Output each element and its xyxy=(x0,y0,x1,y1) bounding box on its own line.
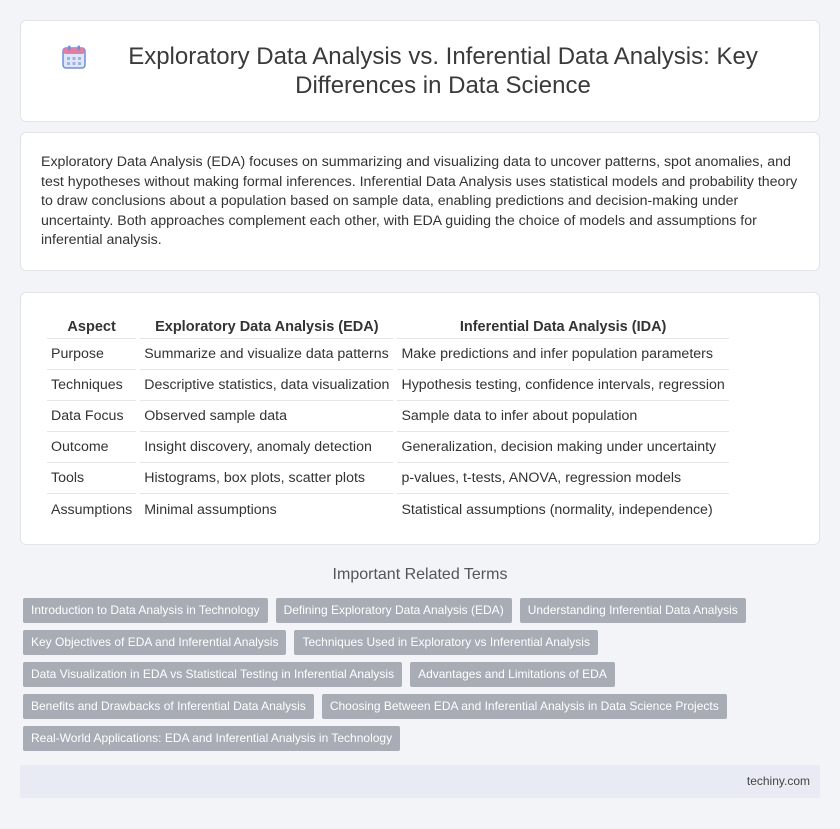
row-eda: Summarize and visualize data patterns xyxy=(140,339,393,370)
row-aspect: Techniques xyxy=(47,370,136,401)
row-eda: Minimal assumptions xyxy=(144,501,277,518)
related-term-tag[interactable]: Real-World Applications: EDA and Inferential Analysis in Technology xyxy=(23,726,400,751)
intro-card xyxy=(20,132,820,271)
row-aspect: Assumptions xyxy=(51,501,133,518)
row-aspect: Data Focus xyxy=(47,401,136,432)
related-term-tag[interactable]: Choosing Between EDA and Inferential Analysis in Data Science Projects xyxy=(322,694,727,719)
page-title: Exploratory Data Analysis vs. Inferential Data Analysis: Key Differences in Data Science xyxy=(128,43,758,99)
calendar-icon xyxy=(61,44,87,70)
related-term-tag[interactable]: Data Visualization in EDA vs Statistical Testing in Inferential Analysis xyxy=(23,662,402,687)
footer-site-link[interactable]: techiny.com xyxy=(746,774,810,788)
row-aspect: Tools xyxy=(47,463,136,494)
table-row xyxy=(47,339,729,370)
table-header-row xyxy=(47,313,729,339)
table-row xyxy=(47,370,729,401)
comparison-card xyxy=(20,292,820,545)
row-eda: Histograms, box plots, scatter plots xyxy=(140,463,393,494)
title-card xyxy=(20,20,820,122)
related-term-tag[interactable]: Defining Exploratory Data Analysis (EDA) xyxy=(276,598,512,623)
row-ida: Sample data to infer about population xyxy=(397,401,728,432)
related-term-tag[interactable]: Advantages and Limitations of EDA xyxy=(410,662,615,687)
related-term-tag[interactable]: Introduction to Data Analysis in Technology xyxy=(23,598,268,623)
table-row xyxy=(47,463,729,494)
row-aspect: Outcome xyxy=(47,432,136,463)
row-aspect: Purpose xyxy=(47,339,136,370)
row-ida: Generalization, decision making under uncertainty xyxy=(397,432,728,463)
row-eda: Descriptive statistics, data visualization xyxy=(140,370,393,401)
comparison-table xyxy=(43,313,733,525)
table-row xyxy=(47,494,729,525)
related-term-tag[interactable]: Techniques Used in Exploratory vs Inferential Analysis xyxy=(294,630,597,655)
row-ida: Statistical assumptions (normality, independence) xyxy=(401,501,713,518)
related-term-tag[interactable]: Understanding Inferential Data Analysis xyxy=(520,598,746,623)
table-row xyxy=(47,401,729,432)
intro-paragraph: Exploratory Data Analysis (EDA) focuses on summarizing and visualizing data to uncover patterns, spot anomalies, and test hypotheses without making formal inferences. Inferential Data Analysis uses statistical models and probability theory to draw conclusions about a population based on sample data, enabling predictions and decision-making under uncertainty. Both approaches complement each other, with EDA guiding the choice of models and assumptions for inferential analysis. xyxy=(41,154,798,249)
table-row xyxy=(47,432,729,463)
row-ida: Hypothesis testing, confidence intervals, regression xyxy=(397,370,728,401)
header-ida: Inferential Data Analysis (IDA) xyxy=(397,313,728,339)
header-eda: Exploratory Data Analysis (EDA) xyxy=(140,313,393,339)
header-aspect: Aspect xyxy=(47,313,136,339)
title-wrap xyxy=(21,21,819,121)
row-ida: Make predictions and infer population parameters xyxy=(397,339,728,370)
row-eda: Insight discovery, anomaly detection xyxy=(140,432,393,463)
row-eda: Observed sample data xyxy=(140,401,393,432)
row-ida: p-values, t-tests, ANOVA, regression models xyxy=(397,463,728,494)
related-terms-list xyxy=(23,598,823,758)
related-term-tag[interactable]: Benefits and Drawbacks of Inferential Data Analysis xyxy=(23,694,314,719)
related-term-tag[interactable]: Key Objectives of EDA and Inferential Analysis xyxy=(23,630,286,655)
related-terms-heading: Important Related Terms xyxy=(332,566,508,583)
footer xyxy=(20,765,820,798)
